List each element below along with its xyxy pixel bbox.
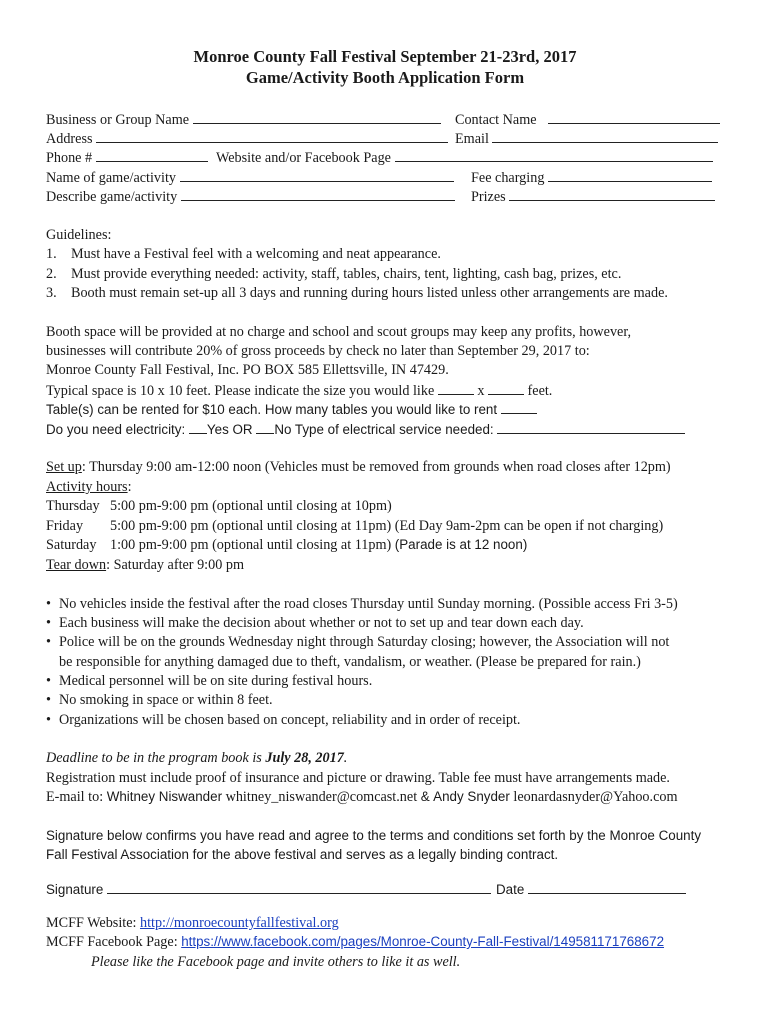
- rule-item: [46, 672, 372, 690]
- form-title: Monroe County Fall Festival September 21-23rd, 2017: [193, 47, 577, 66]
- email-field[interactable]: [455, 129, 718, 148]
- signature-field[interactable]: [46, 880, 491, 899]
- describe-label: Describe game/activity: [46, 189, 178, 205]
- email-label: Email: [455, 131, 489, 147]
- activity-hours-colon: :: [127, 479, 132, 495]
- schedule-day: [46, 536, 527, 554]
- fee-label: Fee charging: [471, 170, 545, 186]
- website-blank[interactable]: [395, 148, 713, 162]
- facebook-label: MCFF Facebook Page:: [46, 934, 178, 950]
- deadline-text: Deadline to be in the program book is: [46, 750, 262, 766]
- size-x-label: x: [477, 383, 485, 399]
- electricity-yes-label: Yes OR: [206, 422, 253, 437]
- prizes-blank[interactable]: [509, 187, 715, 201]
- space-length-blank[interactable]: [488, 381, 524, 395]
- website-line: [46, 914, 339, 932]
- guideline-text: Must provide everything needed: activity, staff, tables, chairs, tent, lighting, cash bag, prizes, etc.: [71, 266, 622, 282]
- space-size-label: Typical space is 10 x 10 feet. Please indicate the size you would like: [46, 383, 435, 399]
- schedule-day: [46, 517, 663, 535]
- rule-text: Each business will make the decision about whether or not to set up and tear down each day.: [59, 615, 584, 631]
- schedule-day-name: Friday: [46, 518, 84, 534]
- tables-count-blank[interactable]: [501, 400, 537, 414]
- address-field[interactable]: [46, 129, 448, 148]
- bullet-icon: •: [46, 673, 51, 689]
- rule-text: Police will be on the grounds Wednesday night through Saturday closing; however, the Association will not: [59, 634, 670, 650]
- contact-name-field[interactable]: [455, 110, 720, 129]
- business-name-blank[interactable]: [193, 110, 441, 124]
- address-blank[interactable]: [96, 129, 448, 143]
- rule-item: [46, 711, 520, 729]
- bullet-icon: •: [46, 692, 51, 708]
- teardown-text: : Saturday after 9:00 pm: [106, 557, 244, 573]
- agreement-text: Fall Festival Association for the above festival and serves as a legally binding contract.: [46, 847, 559, 862]
- website-label: MCFF Website:: [46, 915, 137, 931]
- agreement-text: Signature below confirms you have read and agree to the terms and conditions set forth by the Monroe County: [46, 828, 702, 843]
- registration-note: Registration must include proof of insurance and picture or drawing. Table fee must have arrangements made.: [46, 770, 670, 786]
- schedule-day-hours: 5:00 pm-9:00 pm (optional until closing at 11pm) (Ed Day 9am-2pm can be open if not charging): [110, 518, 664, 534]
- schedule-day-name: Thursday: [46, 498, 100, 514]
- phone-field[interactable]: [46, 148, 208, 167]
- signature-blank[interactable]: [107, 880, 491, 894]
- setup-text: : Thursday 9:00 am-12:00 noon (Vehicles must be removed from grounds when road closes after 12pm): [81, 459, 671, 475]
- guideline-text: Booth must remain set-up all 3 days and running during hours listed unless other arrangements are made.: [71, 285, 668, 301]
- form-subtitle: Game/Activity Booth Application Form: [245, 68, 525, 87]
- describe-field[interactable]: [46, 187, 455, 206]
- rule-text: No vehicles inside the festival after the road closes Thursday until Sunday morning. (Possible access Fri 3-5): [59, 596, 678, 612]
- deadline-date: July 28, 2017: [265, 750, 344, 766]
- prizes-field[interactable]: [471, 187, 715, 206]
- rule-item: [46, 691, 273, 709]
- contact-name-blank[interactable]: [548, 110, 720, 124]
- signature-label: Signature: [46, 882, 104, 897]
- space-width-blank[interactable]: [438, 381, 474, 395]
- rule-text: Medical personnel will be on site during festival hours.: [59, 673, 373, 689]
- game-name-label: Name of game/activity: [46, 170, 177, 186]
- phone-blank[interactable]: [96, 148, 208, 162]
- rule-item: [46, 633, 669, 651]
- size-unit-label: feet.: [527, 383, 553, 399]
- guideline-text: Must have a Festival feel with a welcoming and neat appearance.: [71, 246, 441, 262]
- guidelines-heading: Guidelines:: [46, 227, 112, 243]
- contact-name-label: Contact Name: [455, 112, 537, 128]
- electricity-field[interactable]: [46, 420, 685, 439]
- date-label: Date: [496, 882, 525, 897]
- space-size-field[interactable]: [46, 381, 552, 400]
- guideline-item: [46, 245, 441, 263]
- date-blank[interactable]: [528, 880, 686, 894]
- facebook-note: Please like the Facebook page and invite others to like it as well.: [91, 954, 461, 970]
- bullet-icon: •: [46, 596, 51, 612]
- prizes-label: Prizes: [471, 189, 506, 205]
- electricity-no-blank[interactable]: [256, 420, 274, 434]
- phone-label: Phone #: [46, 150, 93, 166]
- rule-item: [46, 595, 678, 613]
- parade-note: (Parade is at 12 noon): [394, 537, 528, 552]
- bullet-icon: •: [46, 615, 51, 631]
- bullet-icon: •: [46, 712, 51, 728]
- game-name-blank[interactable]: [180, 168, 454, 182]
- rule-text: Organizations will be chosen based on concept, reliability and in order of receipt.: [59, 712, 521, 728]
- schedule-day-hours: 1:00 pm-9:00 pm (optional until closing at 11pm): [110, 537, 392, 553]
- contact-email-2[interactable]: leonardasnyder@Yahoo.com: [513, 789, 678, 805]
- bullet-icon: •: [46, 634, 51, 650]
- business-name-label: Business or Group Name: [46, 112, 190, 128]
- business-name-field[interactable]: [46, 110, 441, 129]
- schedule-day: [46, 497, 392, 515]
- setup-line: [46, 458, 671, 476]
- tables-field[interactable]: [46, 400, 537, 419]
- electricity-type-blank[interactable]: [497, 420, 685, 434]
- email-contacts: [46, 788, 678, 806]
- electricity-yes-blank[interactable]: [189, 420, 207, 434]
- rule-item: [46, 614, 584, 632]
- ampersand: &: [420, 789, 430, 804]
- tables-label: Table(s) can be rented for $10 each. How many tables you would like to rent: [46, 402, 498, 417]
- booth-info-line: businesses will contribute 20% of gross proceeds by check no later than September 29, 2017 to:: [46, 343, 590, 359]
- guideline-number: 3.: [46, 285, 57, 301]
- rule-continuation: be responsible for anything damaged due to theft, vandalism, or weather. (Please be prepared for rain.): [59, 654, 641, 670]
- teardown-line: [46, 556, 244, 574]
- email-blank[interactable]: [492, 129, 718, 143]
- rule-text: No smoking in space or within 8 feet.: [59, 692, 273, 708]
- facebook-line: [46, 933, 664, 951]
- contact-name-2: Andy Snyder: [433, 789, 510, 804]
- deadline-line: [46, 749, 347, 767]
- guideline-number: 1.: [46, 246, 57, 262]
- activity-hours-label: Activity hours: [46, 479, 128, 495]
- facebook-link[interactable]: https://www.facebook.com/pages/Monroe-County-Fall-Festival/149581171768672: [181, 934, 665, 949]
- guideline-number: 2.: [46, 266, 57, 282]
- schedule-day-name: Saturday: [46, 537, 97, 553]
- game-name-field[interactable]: [46, 168, 454, 187]
- email-to-label: E-mail to:: [46, 789, 104, 805]
- website-link[interactable]: http://monroecountyfallfestival.org: [139, 915, 339, 931]
- setup-label: Set up: [46, 459, 82, 475]
- mailing-address: Monroe County Fall Festival, Inc. PO BOX 585 Ellettsville, IN 47429.: [46, 362, 449, 378]
- fee-blank[interactable]: [548, 168, 712, 182]
- address-label: Address: [46, 131, 93, 147]
- contact-name-1: Whitney Niswander: [106, 789, 223, 804]
- electricity-type-label: No Type of electrical service needed:: [274, 422, 494, 437]
- guideline-item: [46, 265, 621, 283]
- deadline-period: .: [343, 750, 348, 766]
- electricity-label: Do you need electricity:: [46, 422, 186, 437]
- schedule-day-hours: 5:00 pm-9:00 pm (optional until closing at 10pm): [110, 498, 392, 514]
- website-label: Website and/or Facebook Page: [216, 150, 391, 166]
- booth-info-line: Booth space will be provided at no charge and school and scout groups may keep any profits, however,: [46, 324, 632, 340]
- activity-hours-heading: [46, 478, 132, 496]
- describe-blank[interactable]: [181, 187, 455, 201]
- fee-field[interactable]: [471, 168, 712, 187]
- guideline-item: [46, 284, 668, 302]
- contact-email-1[interactable]: whitney_niswander@comcast.net: [225, 789, 418, 805]
- date-field[interactable]: [496, 880, 686, 899]
- website-field[interactable]: [216, 148, 713, 167]
- teardown-label: Tear down: [46, 557, 107, 573]
